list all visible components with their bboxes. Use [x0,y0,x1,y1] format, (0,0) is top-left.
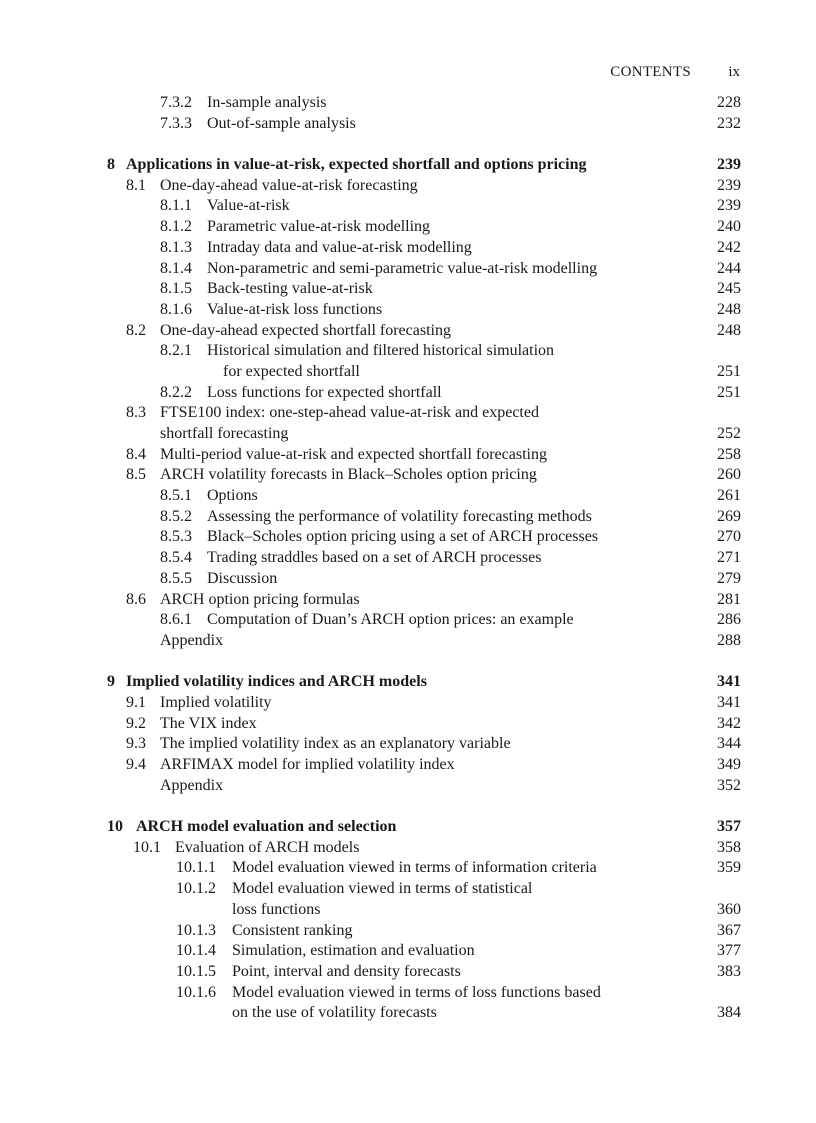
toc-entry[interactable] [0,776,816,797]
toc-entry-number: 8.2 [126,321,146,339]
toc-entry[interactable] [0,321,816,342]
toc-entry-page: 244 [717,259,741,277]
toc-entry-title: Out-of-sample analysis [207,114,356,132]
toc-entry-page: 239 [717,156,741,174]
toc-entry-page: 383 [717,962,741,980]
toc-entry-title: on the use of volatility forecasts [232,1004,437,1022]
toc-entry-title: ARCH volatility forecasts in Black–Scholes option pricing [160,466,537,484]
toc-entry-number: 8.3 [126,404,146,422]
toc-entry-page: 377 [717,942,741,960]
toc-entry[interactable] [0,300,816,321]
toc-entry-number: 8.1.2 [160,218,192,236]
toc-entry-number: 10.1.4 [176,942,216,960]
toc-entry-number: 9 [107,673,115,691]
toc-entry-number: 8.5.5 [160,569,192,587]
toc-entry[interactable] [0,279,816,300]
toc-entry-page: 228 [717,94,741,111]
toc-entry[interactable] [0,838,816,859]
toc-entry[interactable] [0,445,816,466]
toc-entry-number: 8.5.4 [160,549,192,567]
toc-entry-title: Computation of Duan’s ARCH option prices: an example [207,611,574,629]
toc-entry[interactable] [0,900,816,921]
toc-entry[interactable] [0,983,816,1004]
section-spacer [0,796,816,817]
toc-entry-number: 8.1.4 [160,259,192,277]
running-header [0,64,816,84]
toc-entry[interactable] [0,176,816,197]
toc-entry-page: 288 [717,631,741,649]
toc-entry-number: 9.1 [126,693,146,711]
toc-entry[interactable] [0,631,816,652]
toc-entry-number: 9.2 [126,714,146,732]
toc-entry-title: Trading straddles based on a set of ARCH processes [207,549,542,567]
toc-entry[interactable] [0,714,816,735]
toc-entry-number: 8.6 [126,590,146,608]
toc-entry[interactable] [0,486,816,507]
toc-entry-title: Appendix [160,631,224,649]
toc-entry[interactable] [0,93,816,114]
toc-entry-title: shortfall forecasting [160,425,289,442]
toc-entry-number: 8.1.3 [160,238,192,256]
toc-entry-page: 270 [717,528,741,546]
toc-entry[interactable] [0,879,816,900]
toc-entry-title: Model evaluation viewed in terms of loss functions based [232,983,601,1001]
toc-entry-number: 8.1.5 [160,280,192,298]
toc-entry-title: Loss functions for expected shortfall [207,383,442,401]
page-number: ix [728,64,740,80]
toc-entry-title: ARCH model evaluation and selection [136,818,397,836]
toc-entry-page: 342 [717,714,741,732]
toc-entry-number: 8.5 [126,466,146,484]
toc-entry[interactable] [0,383,816,404]
toc-entry[interactable] [0,962,816,983]
toc-entry-title: One-day-ahead value-at-risk forecasting [160,176,418,194]
toc-entry[interactable] [0,548,816,569]
toc-entry[interactable] [0,569,816,590]
toc-chapter-entry[interactable] [0,817,816,838]
toc-entry-title: Parametric value-at-risk modelling [207,218,431,236]
toc-entry-title: One-day-ahead expected shortfall forecasting [160,321,451,339]
toc-entry-title: Historical simulation and filtered historical simulation [207,342,555,360]
toc-entry-title: Implied volatility indices and ARCH models [126,673,427,691]
toc-entry-number: 8.5.1 [160,487,192,505]
toc-entry[interactable] [0,507,816,528]
toc-entry-page: 341 [717,693,741,711]
toc-entry-title: Options [207,487,258,505]
toc-entry[interactable] [0,424,816,445]
toc-entry-page: 384 [717,1004,741,1022]
toc-entry-page: 251 [717,383,741,401]
toc-entry-page: 367 [717,921,741,939]
toc-entry-title: Black–Scholes option pricing using a set of ARCH processes [207,528,599,546]
toc-entry-title: Point, interval and density forecasts [232,962,461,980]
toc-entry-page: 360 [717,900,741,918]
toc-entry-title: for expected shortfall [223,362,360,380]
toc-entry-page: 258 [717,445,741,463]
toc-entry-page: 232 [717,114,741,132]
toc-entry-page: 260 [717,466,741,484]
toc-entry-title: Value-at-risk loss functions [207,300,383,318]
toc-entry-title: Back-testing value-at-risk [207,280,373,298]
toc-entry-number: 8.2.1 [160,342,192,360]
toc-entry[interactable] [0,403,816,424]
toc-entry-number: 8.1 [126,176,146,194]
table-of-contents [0,93,816,1024]
toc-entry[interactable] [0,362,816,383]
toc-entry-number: 10.1.2 [176,880,216,898]
toc-entry-page: 242 [717,238,741,256]
toc-entry-title: Non-parametric and semi-parametric value-at-risk modelling [207,259,598,277]
toc-entry[interactable] [0,217,816,238]
toc-entry-number: 7.3.2 [160,94,192,111]
toc-entry-number: 9.4 [126,756,146,773]
toc-entry-number: 8.5.3 [160,528,192,546]
toc-entry-number: 10.1 [133,838,161,856]
toc-entry[interactable] [0,921,816,942]
toc-entry-title: Appendix [160,776,224,794]
toc-entry-page: 248 [717,321,741,339]
toc-entry-page: 269 [717,507,741,525]
toc-entry-number: 8.2.2 [160,383,192,401]
toc-entry-title: The implied volatility index as an explanatory variable [160,735,511,753]
toc-entry-number: 9.3 [126,735,146,753]
toc-entry[interactable] [0,610,816,631]
toc-entry-number: 10.1.3 [176,921,216,939]
toc-entry-page: 245 [717,280,741,298]
toc-entry-page: 286 [717,611,741,629]
toc-entry-title: Evaluation of ARCH models [175,838,360,856]
toc-chapter-entry[interactable] [0,155,816,176]
toc-entry[interactable] [0,527,816,548]
toc-entry-title: loss functions [232,900,321,918]
toc-entry-title: The VIX index [160,714,257,732]
toc-entry[interactable] [0,734,816,755]
section-spacer [0,134,816,155]
toc-entry-title: Multi-period value-at-risk and expected shortfall forecasting [160,445,547,463]
toc-entry-title: Consistent ranking [232,921,353,939]
toc-entry-page: 248 [717,300,741,318]
toc-entry-page: 239 [717,197,741,215]
toc-entry-title: FTSE100 index: one-step-ahead value-at-risk and expected [160,404,539,422]
toc-entry-page: 344 [717,735,741,753]
toc-entry[interactable] [0,114,816,135]
toc-entry-number: 8.6.1 [160,611,192,629]
toc-entry-title: Discussion [207,569,278,587]
toc-entry-title: Assessing the performance of volatility forecasting methods [207,507,592,525]
toc-entry-title: Simulation, estimation and evaluation [232,942,475,960]
toc-entry-title: ARFIMAX model for implied volatility index [160,756,455,773]
toc-entry-number: 8.1.1 [160,197,192,215]
toc-entry-page: 279 [717,569,741,587]
toc-entry-page: 349 [717,756,741,773]
toc-entry-page: 240 [717,218,741,236]
toc-entry-number: 8.4 [126,445,146,463]
toc-entry-number: 10.1.5 [176,962,216,980]
toc-entry-page: 281 [717,590,741,608]
toc-entry[interactable] [0,858,816,879]
section-spacer [0,652,816,673]
toc-entry[interactable] [0,238,816,259]
toc-entry-number: 10 [107,818,123,836]
toc-entry-number: 8.5.2 [160,507,192,525]
running-header-title: CONTENTS [610,64,691,80]
toc-entry-title: Intraday data and value-at-risk modelling [207,238,472,256]
toc-entry-page: 357 [717,818,741,836]
toc-entry-title: Implied volatility [160,693,272,711]
toc-entry[interactable] [0,755,816,776]
toc-entry-page: 252 [717,425,741,442]
toc-entry-number: 8 [107,156,115,174]
toc-entry[interactable] [0,465,816,486]
toc-entry[interactable] [0,1003,816,1024]
toc-entry-title: Applications in value-at-risk, expected shortfall and options pricing [126,156,587,174]
toc-entry-title: ARCH option pricing formulas [160,590,360,608]
toc-entry-title: Value-at-risk [207,197,290,215]
toc-entry[interactable] [0,259,816,280]
toc-entry[interactable] [0,341,816,362]
toc-entry[interactable] [0,590,816,611]
toc-entry-number: 8.1.6 [160,300,192,318]
toc-entry-page: 352 [717,776,741,794]
toc-entry[interactable] [0,196,816,217]
toc-entry-title: In-sample analysis [207,94,327,111]
toc-entry-title: Model evaluation viewed in terms of statistical [232,880,533,898]
toc-entry-page: 359 [717,859,741,877]
toc-entry-page: 271 [717,549,741,567]
toc-entry-number: 10.1.1 [176,859,216,877]
toc-entry[interactable] [0,693,816,714]
toc-entry-title: Model evaluation viewed in terms of information criteria [232,859,597,877]
toc-entry-number: 10.1.6 [176,983,216,1001]
toc-entry[interactable] [0,941,816,962]
toc-chapter-entry[interactable] [0,672,816,693]
toc-entry-number: 7.3.3 [160,114,192,132]
toc-entry-page: 341 [717,673,741,691]
toc-entry-page: 358 [717,838,741,856]
toc-entry-page: 239 [717,176,741,194]
toc-entry-page: 251 [717,362,741,380]
toc-entry-page: 261 [717,487,741,505]
